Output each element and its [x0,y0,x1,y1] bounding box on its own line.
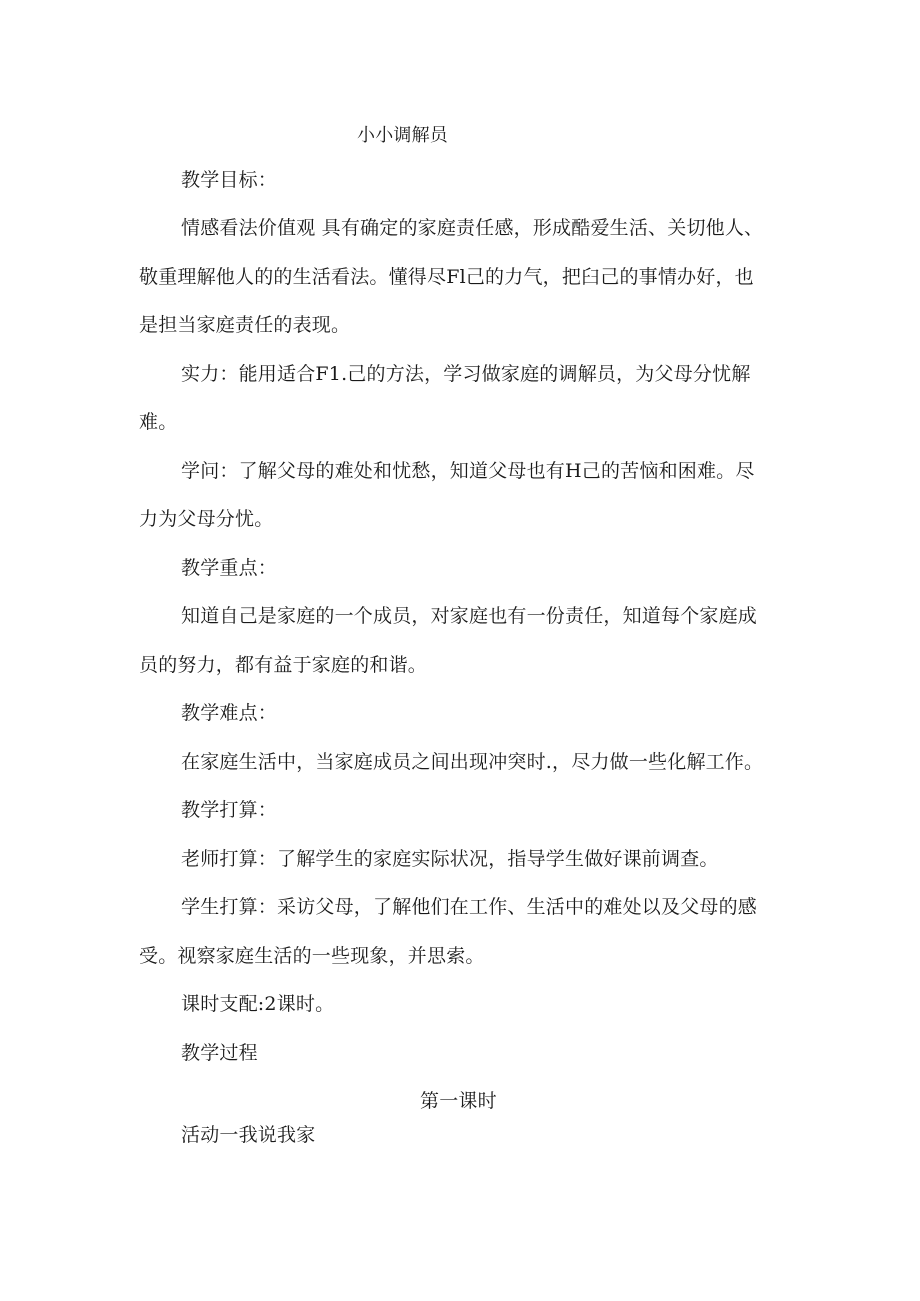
lesson-heading: 第一课时 [420,1090,497,1112]
goals-heading: 教学目标： [181,169,278,191]
key-heading: 教学重点： [181,557,278,579]
key-text-line-2: 员的努力，都有益于家庭的和谐。 [139,654,428,676]
prep-teacher: 老师打算：了解学生的家庭实际状况，指导学生做好课前调查。 [181,848,719,870]
document-title: 小小调解员 [357,125,448,146]
schedule-text: 课时支配:2课时。 [181,993,335,1015]
goal-ability-line-2: 难。 [139,411,178,433]
goal-ability-line-1: 实力：能用适合F1.己的方法，学习做家庭的调解员，为父母分忧解 [181,363,751,385]
goal-emotion-line-2: 敬重理解他人的的生活看法。懂得尽Fl己的力气，把臼己的事情办好，也 [139,266,754,288]
goal-emotion-line-3: 是担当家庭责任的表现。 [139,314,351,336]
goal-knowledge-line-2: 力为父母分忧。 [139,508,274,530]
goal-emotion-line-1: 情感看法价值观 具有确定的家庭责任感，形成酷爱生活、关切他人、 [181,217,764,239]
prep-heading: 教学打算： [181,799,278,821]
prep-student-line-1: 学生打算：采访父母，了解他们在工作、生活中的难处以及父母的感 [181,896,758,918]
activity-heading: 活动一我说我家 [181,1124,316,1146]
key-text-line-1: 知道自己是家庭的一个成员，对家庭也有一份责任，知道每个家庭成 [181,605,758,627]
goal-knowledge-line-1: 学问：了解父母的难处和忧愁，知道父母也有H己的苦恼和困难。尽 [181,460,755,482]
difficulty-text: 在家庭生活中，当家庭成员之间出现冲突时.，尽力做一些化解工作。 [181,751,764,773]
process-heading: 教学过程 [181,1042,258,1064]
difficulty-heading: 教学难点： [181,702,278,724]
prep-student-line-2: 受。视察家庭生活的一些现象，并思索。 [139,945,485,967]
